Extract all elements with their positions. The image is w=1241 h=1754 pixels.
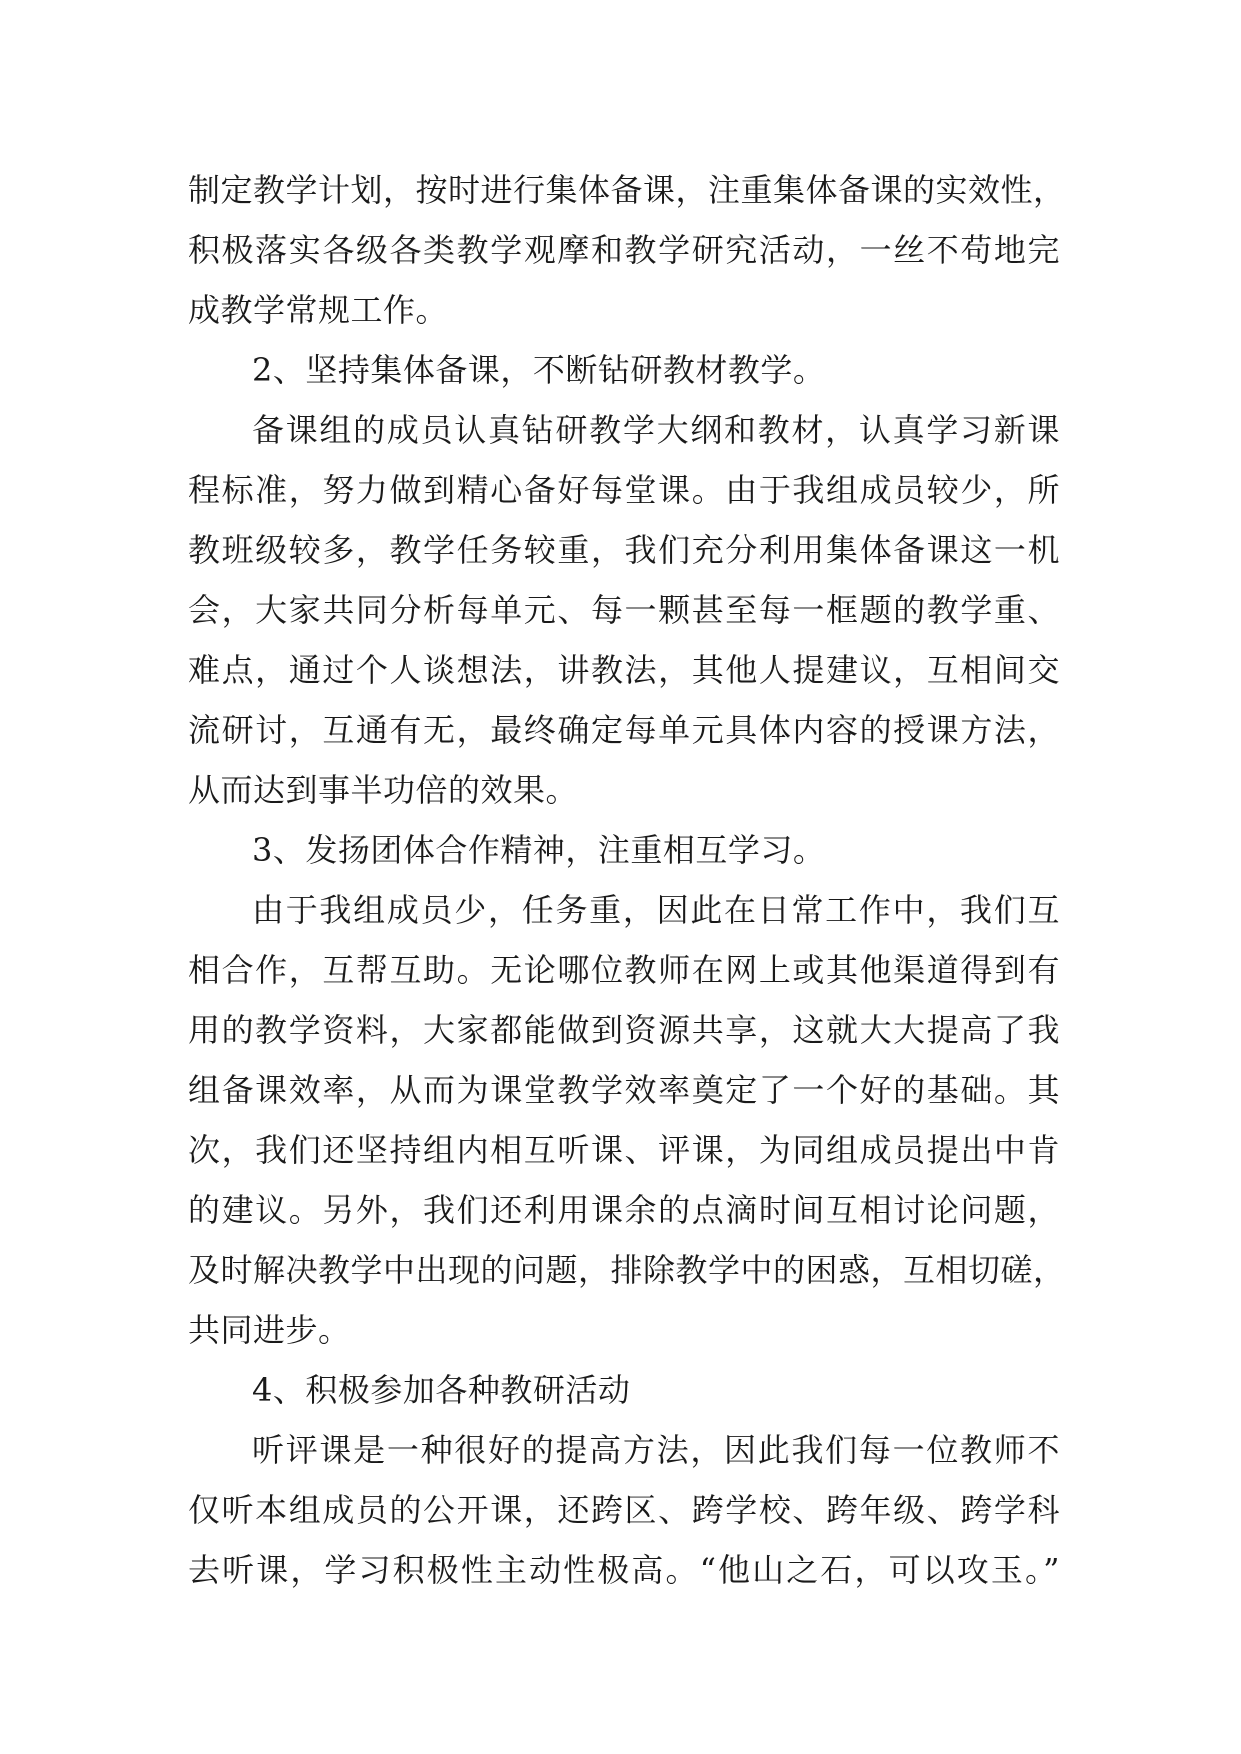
text-line: 积极落实各级各类教学观摩和教学研究活动，一丝不苟地完	[188, 231, 1060, 269]
text-line: 会，大家共同分析每单元、每一颗甚至每一框题的教学重、	[188, 591, 1060, 629]
text-line: 的建议。另外，我们还利用课余的点滴时间互相讨论问题，	[188, 1191, 1060, 1229]
text-line: 组备课效率，从而为课堂教学效率奠定了一个好的基础。其	[188, 1071, 1060, 1109]
section-heading: 3、发扬团体合作精神，注重相互学习。	[252, 831, 826, 869]
text-line: 由于我组成员少，任务重，因此在日常工作中，我们互	[252, 891, 1060, 929]
document-body	[188, 160, 1066, 1600]
text-line: 从而达到事半功倍的效果。	[188, 771, 579, 809]
text-line: 听评课是一种很好的提高方法，因此我们每一位教师不	[252, 1431, 1060, 1469]
text-line: 流研讨，互通有无，最终确定每单元具体内容的授课方法，	[188, 711, 1060, 749]
text-line: 成教学常规工作。	[188, 291, 449, 329]
text-line: 备课组的成员认真钻研教学大纲和教材，认真学习新课	[252, 411, 1060, 449]
text-line: 及时解决教学中出现的问题，排除教学中的困惑，互相切磋，	[188, 1251, 1066, 1289]
text-line: 仅听本组成员的公开课，还跨区、跨学校、跨年级、跨学科	[188, 1491, 1060, 1529]
text-line: 次，我们还坚持组内相互听课、评课，为同组成员提出中肯	[188, 1131, 1060, 1169]
text-line: 程标准，努力做到精心备好每堂课。由于我组成员较少，所	[188, 471, 1060, 509]
text-line: 制定教学计划，按时进行集体备课，注重集体备课的实效性，	[188, 171, 1066, 209]
text-line: 难点，通过个人谈想法，讲教法，其他人提建议，互相间交	[188, 651, 1060, 689]
section-heading: 2、坚持集体备课，不断钻研教材教学。	[252, 351, 826, 389]
section-heading: 4、积极参加各种教研活动	[252, 1371, 631, 1409]
text-line: 相合作，互帮互助。无论哪位教师在网上或其他渠道得到有	[188, 951, 1060, 989]
text-line: 教班级较多，教学任务较重，我们充分利用集体备课这一机	[188, 531, 1060, 569]
text-line: 去听课，学习积极性主动性极高。“他山之石，可以攻玉。”	[188, 1551, 1060, 1589]
text-line: 用的教学资料，大家都能做到资源共享，这就大大提高了我	[188, 1011, 1060, 1049]
text-line: 共同进步。	[188, 1311, 351, 1349]
